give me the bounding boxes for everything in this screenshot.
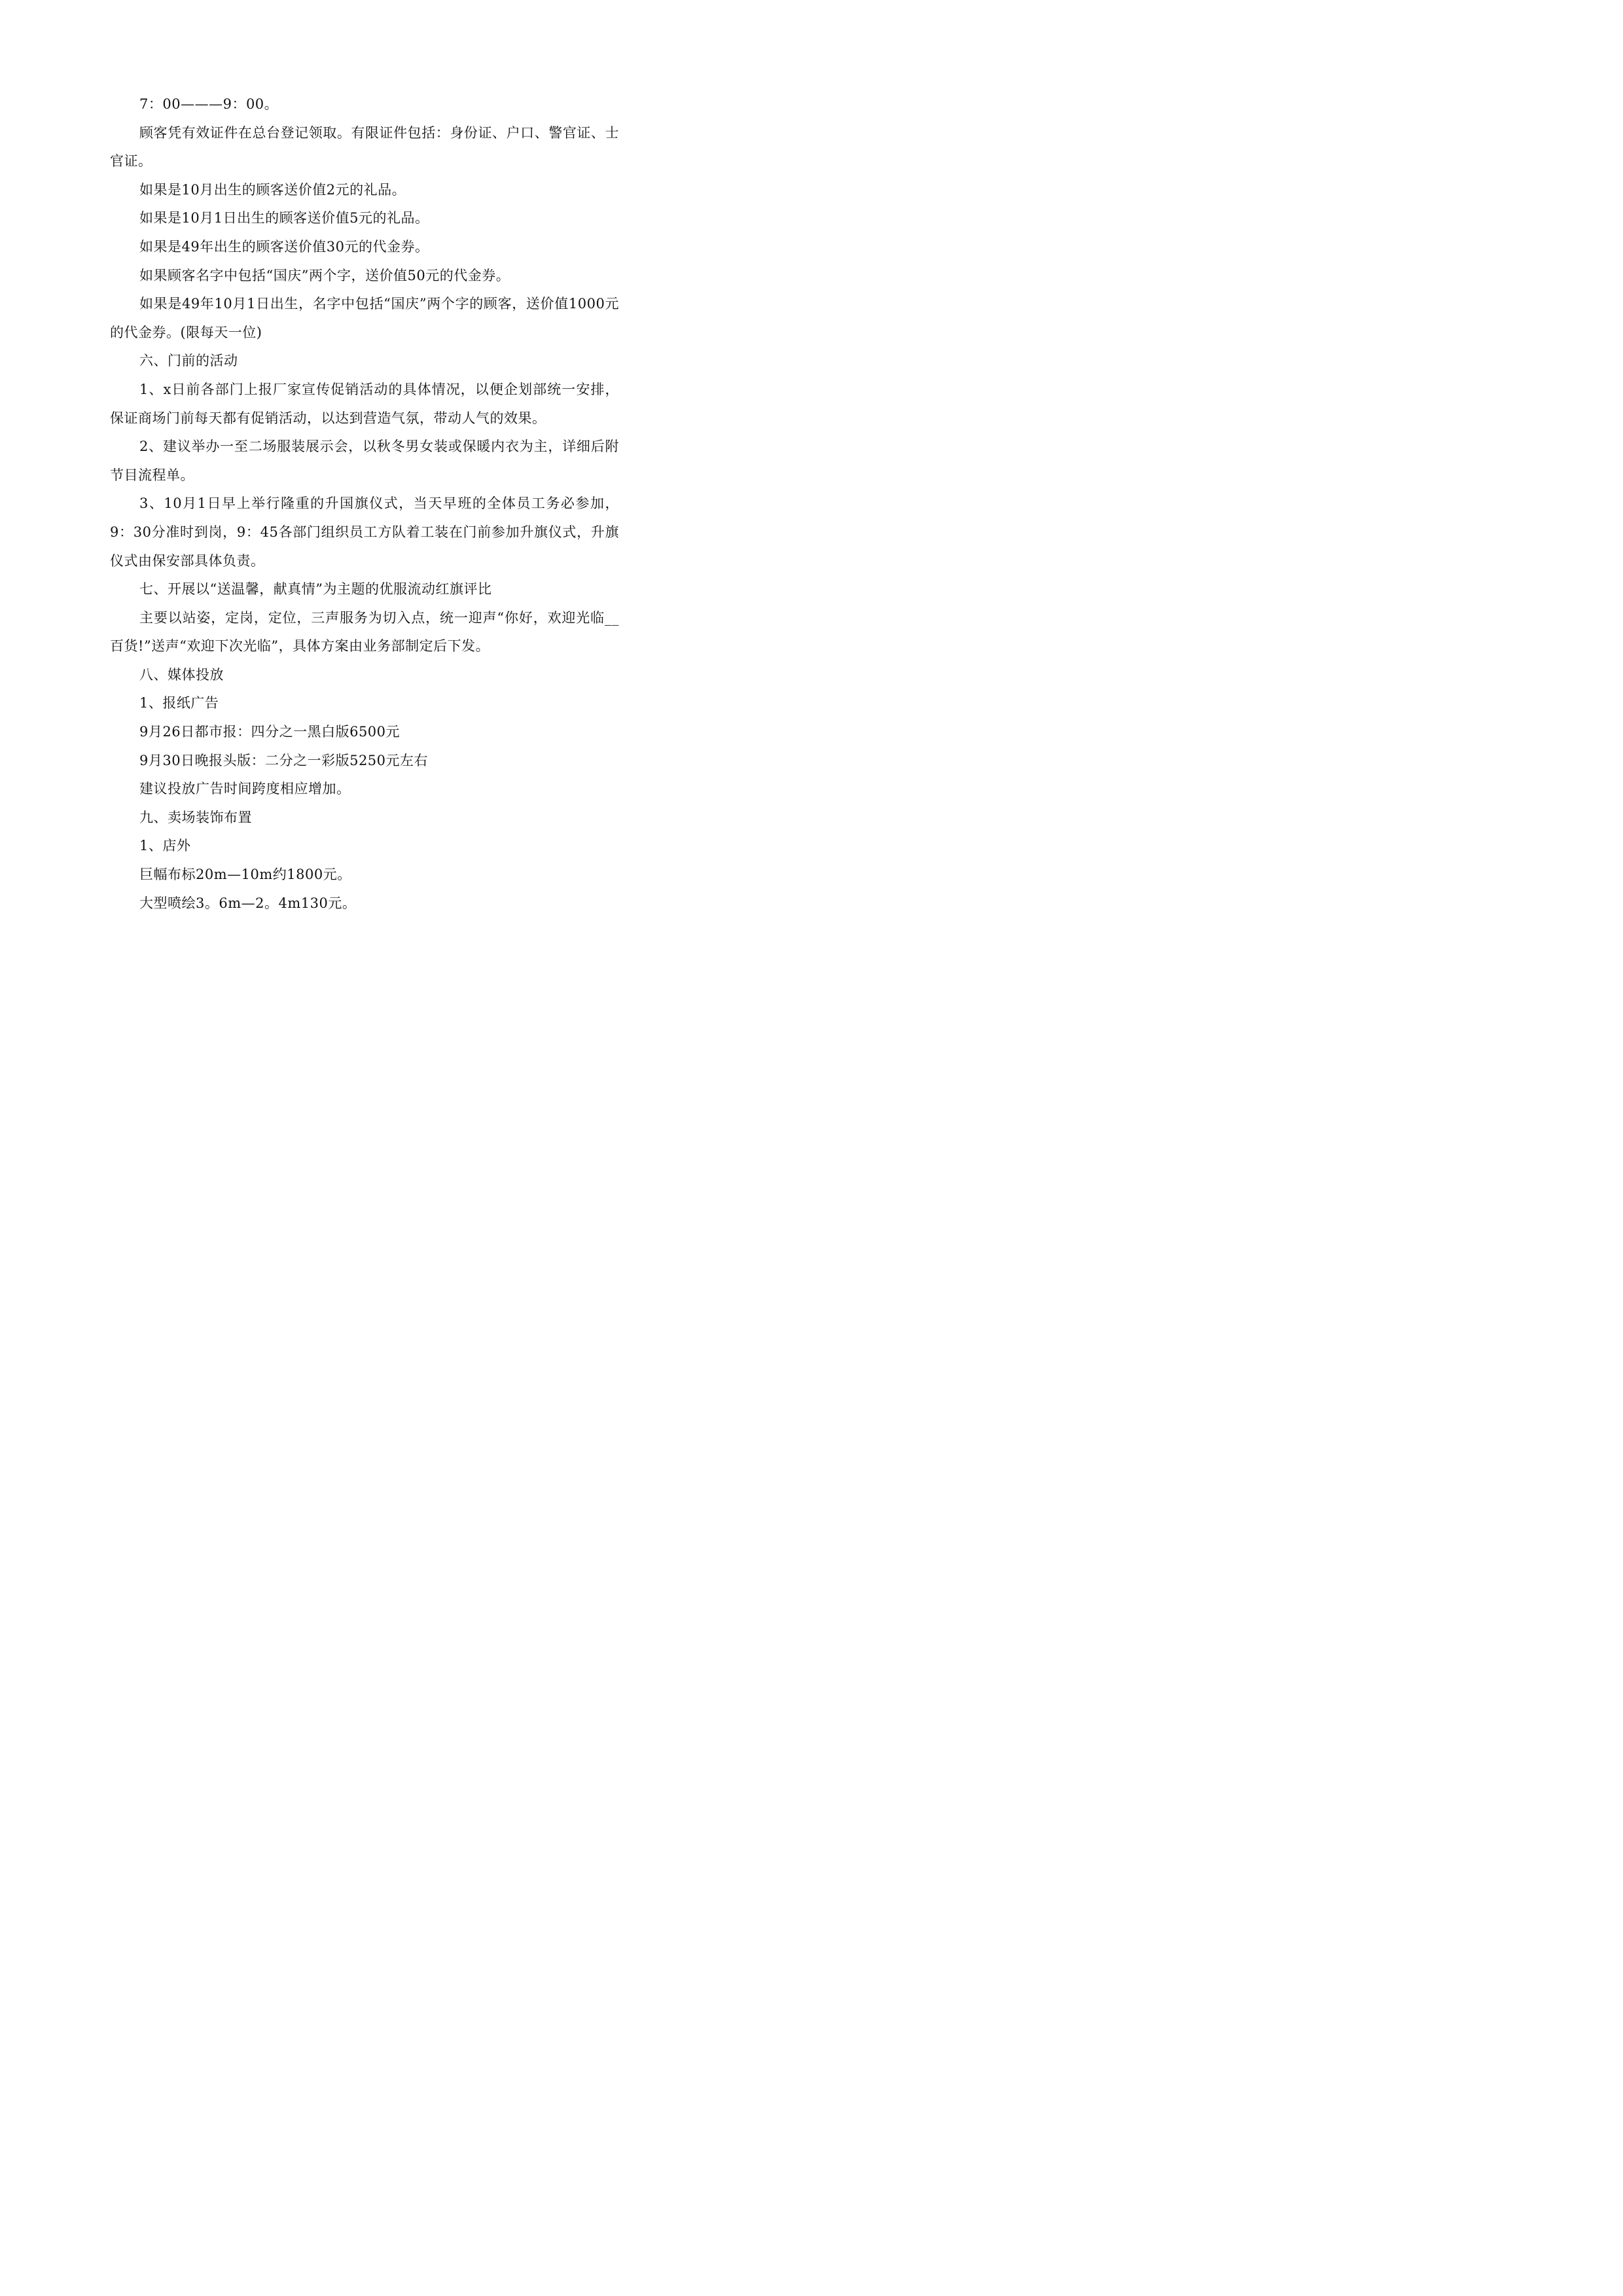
storefront-item-1: 1、x日前各部门上报厂家宣传促销活动的具体情况，以便企划部统一安排，保证商场门前每天都有促销活动，以达到营造气氛，带动人气的效果。 xyxy=(110,381,619,426)
section-heading-storefront-activities: 六、门前的活动 xyxy=(139,353,238,369)
decoration-banner-line: 巨幅布标20m—10m约1800元。 xyxy=(139,867,351,883)
storefront-item-2: 2、建议举办一至二场服装展示会，以秋冬男女装或保暖内衣为主，详细后附节目流程单。 xyxy=(110,439,619,483)
media-line-sep30: 9月30日晚报头版：二分之一彩版5250元左右 xyxy=(139,752,429,768)
decoration-item-outdoor: 1、店外 xyxy=(139,838,191,854)
section-heading-decoration: 九、卖场装饰布置 xyxy=(139,809,252,825)
gift-rule-grand-prize: 如果是49年10月1日出生，名字中包括“国庆”两个字的顾客，送价值1000元的代金券。(限每天一位) xyxy=(110,296,619,340)
gift-rule-october-birth: 如果是10月出生的顾客送价值2元的礼品。 xyxy=(139,181,406,198)
id-requirement-paragraph: 顾客凭有效证件在总台登记领取。有限证件包括：身份证、户口、警官证、士官证。 xyxy=(110,124,619,170)
time-range-line: 7：00———9：00。 xyxy=(139,96,279,112)
document-body xyxy=(110,90,619,918)
gift-rule-october-first-birth: 如果是10月1日出生的顾客送价值5元的礼品。 xyxy=(139,210,429,226)
section-heading-service-contest: 七、开展以“送温馨，献真情”为主题的优服流动红旗评比 xyxy=(139,581,492,598)
storefront-item-3: 3、10月1日早上举行隆重的升国旗仪式，当天早班的全体员工务必参加，9：30分准时到岗，9：45各部门组织员工方队着工装在门前参加升旗仪式，升旗仪式由保安部具体负责。 xyxy=(110,495,619,569)
media-suggestion: 建议投放广告时间跨度相应增加。 xyxy=(139,781,351,797)
media-line-sep26: 9月26日都市报：四分之一黑白版6500元 xyxy=(139,724,401,740)
section-heading-media: 八、媒体投放 xyxy=(139,666,224,683)
document-page xyxy=(0,0,726,1026)
gift-rule-1949-birth: 如果是49年出生的顾客送价值30元的代金券。 xyxy=(139,238,429,255)
gift-rule-guoqing-name: 如果顾客名字中包括“国庆”两个字，送价值50元的代金券。 xyxy=(139,267,510,283)
decoration-print-line: 大型喷绘3。6m—2。4m130元。 xyxy=(139,895,357,911)
media-item-newspaper: 1、报纸广告 xyxy=(139,695,219,711)
service-contest-paragraph: 主要以站姿，定岗，定位，三声服务为切入点，统一迎声“你好，欢迎光临__百货!”送声“欢迎下次光临”，具体方案由业务部制定后下发。 xyxy=(110,609,619,655)
